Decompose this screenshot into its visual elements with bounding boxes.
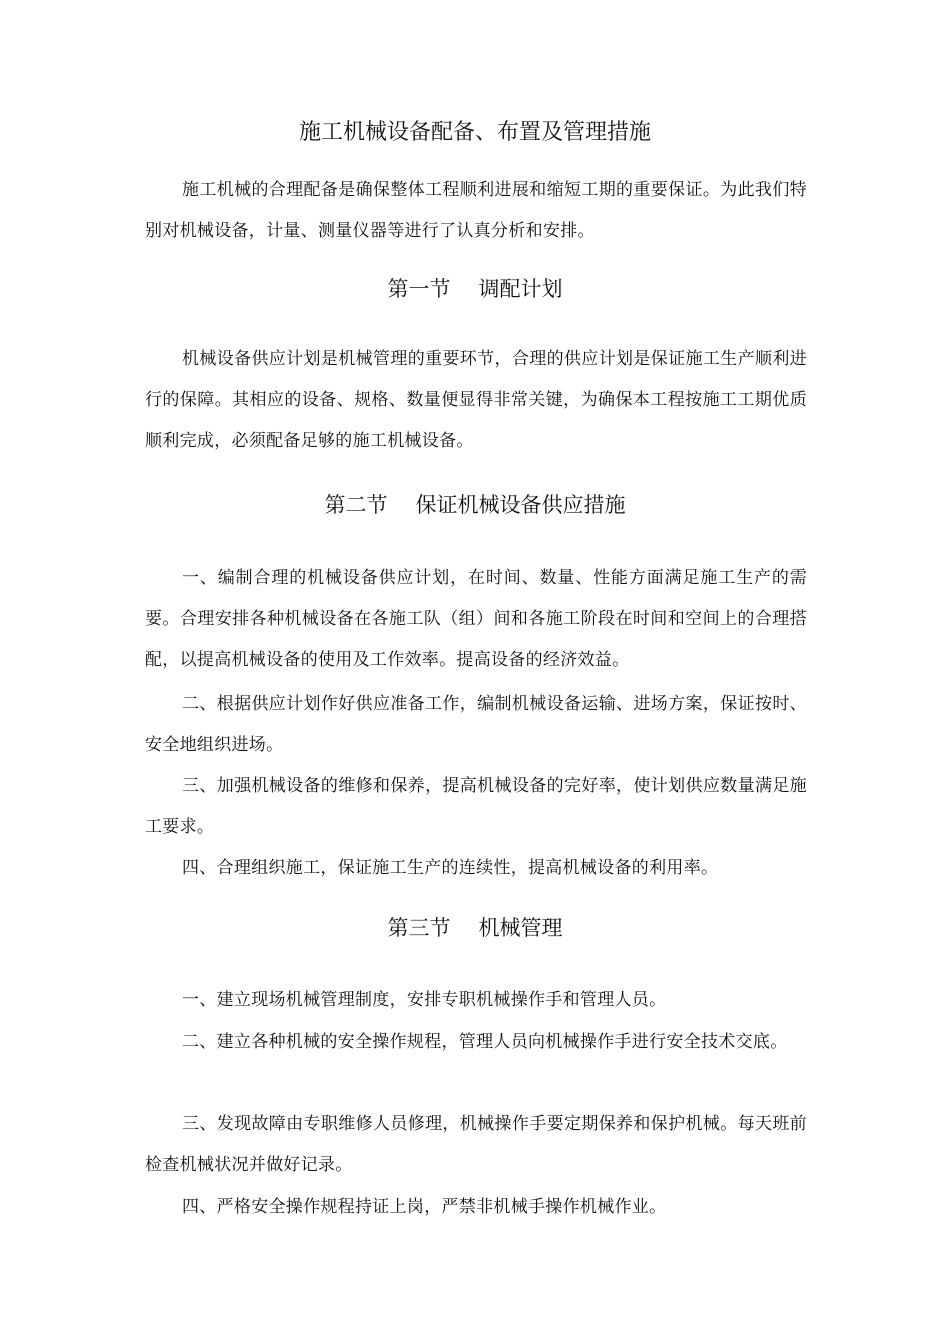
section-3-heading [0,913,950,943]
section-1-name: 调配计划 [478,277,563,301]
section-2-paragraph-2: 二、根据供应计划作好供应准备工作，编制机械设备运输、进场方案，保证按时、安全地组织进场。 [145,694,807,755]
section-3-number: 第三节 [387,916,451,940]
section-2-name: 保证机械设备供应措施 [415,493,626,517]
section-2-heading [0,490,950,520]
section-3-paragraph-3: 三、发现故障由专职维修人员修理，机械操作手要定期保养和保护机械。每天班前检查机械状况并做好记录。 [145,1114,807,1175]
section-2-number: 第二节 [324,493,388,517]
section-2-paragraph-3: 三、加强机械设备的维修和保养，提高机械设备的完好率，使计划供应数量满足施工要求。 [145,776,807,837]
document-title: 施工机械设备配备、布置及管理措施 [298,120,651,145]
section-1-paragraph-1: 机械设备供应计划是机械管理的重要环节，合理的供应计划是保证施工生产顺利进行的保障。其相应的设备、规格、数量便显得非常关键，为确保本工程按施工工期优质顺利完成，必须配备足够的施工机械设备。 [145,349,807,451]
section-3-paragraph-4: 四、严格安全操作规程持证上岗，严禁非机械手操作机械作业。 [182,1197,667,1217]
section-3-paragraph-1: 一、建立现场机械管理制度，安排专职机械操作手和管理人员。 [182,990,667,1010]
section-3-name: 机械管理 [478,916,563,940]
section-3-paragraph-2: 二、建立各种机械的安全操作规程，管理人员向机械操作手进行安全技术交底。 [182,1032,788,1052]
intro-paragraph: 施工机械的合理配备是确保整体工程顺利进展和缩短工期的重要保证。为此我们特别对机械设备，计量、测量仪器等进行了认真分析和安排。 [145,180,807,241]
section-2-paragraph-1: 一、编制合理的机械设备供应计划，在时间、数量、性能方面满足施工生产的需要。合理安排各种机械设备在各施工队（组）间和各施工阶段在时间和空间上的合理搭配，以提高机械设备的使用及工作效率。提高设备的经济效益。 [145,568,807,670]
section-1-number: 第一节 [387,277,451,301]
section-2-paragraph-4: 四、合理组织施工，保证施工生产的连续性，提高机械设备的利用率。 [182,858,719,878]
section-1-heading [0,274,950,304]
